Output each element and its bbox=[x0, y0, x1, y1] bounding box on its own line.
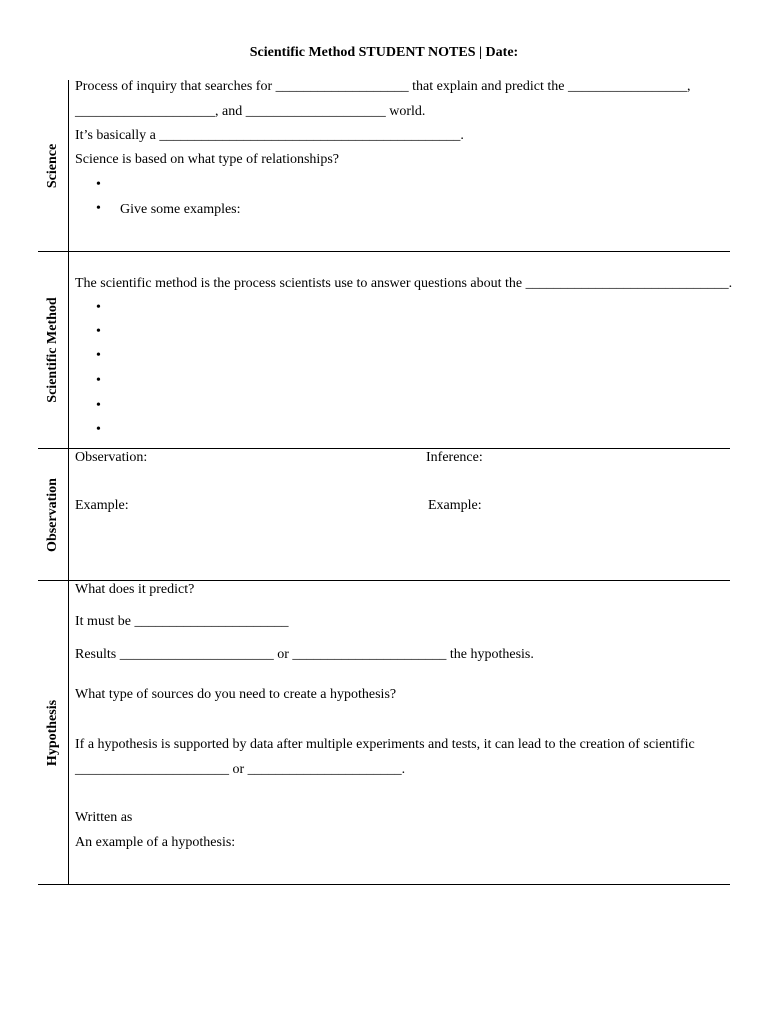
science-line-1: Process of inquiry that searches for ___________________ that explain and predict the _________________, bbox=[75, 79, 691, 94]
inference-label: Inference: bbox=[426, 450, 483, 465]
section-content-observation bbox=[75, 449, 730, 580]
section-content-scientific-method bbox=[75, 252, 733, 448]
section-label-scientific-method: Scientific Method bbox=[45, 297, 60, 403]
section-label-column bbox=[38, 80, 69, 251]
bullet-icon: • bbox=[96, 422, 101, 437]
science-line-3: It’s basically a ___________________________________________. bbox=[75, 128, 464, 143]
bullet-icon: • bbox=[96, 348, 101, 363]
hypothesis-line-2: It must be ______________________ bbox=[75, 614, 289, 629]
hypothesis-line-7: Written as bbox=[75, 810, 133, 825]
section-label-column bbox=[38, 252, 69, 448]
section-observation bbox=[38, 449, 730, 581]
hypothesis-line-4: What type of sources do you need to create a hypothesis? bbox=[75, 687, 397, 702]
bullet-icon: • bbox=[96, 324, 101, 339]
section-label-observation: Observation bbox=[45, 477, 60, 552]
bullet-icon: • bbox=[96, 398, 101, 413]
hypothesis-line-6: ______________________ or ______________________. bbox=[75, 762, 406, 777]
section-science bbox=[38, 80, 730, 252]
bullet-icon: • bbox=[96, 177, 101, 192]
hypothesis-line-1: What does it predict? bbox=[75, 582, 195, 597]
hypothesis-line-3: Results ______________________ or ______________________ the hypothesis. bbox=[75, 647, 534, 662]
section-label-column bbox=[38, 581, 69, 884]
inference-example-label: Example: bbox=[428, 498, 482, 513]
bullet-icon: • bbox=[96, 300, 101, 315]
page-title: Scientific Method STUDENT NOTES | Date: bbox=[249, 45, 519, 60]
science-line-2: ____________________, and ____________________ world. bbox=[75, 104, 426, 119]
bullet-icon: • bbox=[96, 373, 101, 388]
section-content-science bbox=[75, 80, 730, 251]
bullet-icon: • bbox=[96, 201, 101, 216]
science-line-4: Science is based on what type of relationships? bbox=[75, 152, 339, 167]
section-label-hypothesis: Hypothesis bbox=[45, 699, 60, 766]
section-label-science: Science bbox=[45, 143, 60, 188]
scientific-method-line-1: The scientific method is the process scientists use to answer questions about the _____________________________. bbox=[75, 276, 733, 291]
section-label-column bbox=[38, 449, 69, 580]
section-content-hypothesis bbox=[75, 581, 730, 884]
section-hypothesis bbox=[38, 581, 730, 885]
science-bullet-examples: Give some examples: bbox=[120, 202, 241, 217]
observation-label: Observation: bbox=[75, 450, 148, 465]
notes-table bbox=[38, 79, 733, 885]
hypothesis-line-5: If a hypothesis is supported by data after multiple experiments and tests, it can lead to the creation of scientific bbox=[75, 737, 695, 752]
hypothesis-line-8: An example of a hypothesis: bbox=[75, 835, 236, 850]
observation-example-label: Example: bbox=[75, 498, 129, 513]
section-scientific-method bbox=[38, 252, 733, 449]
